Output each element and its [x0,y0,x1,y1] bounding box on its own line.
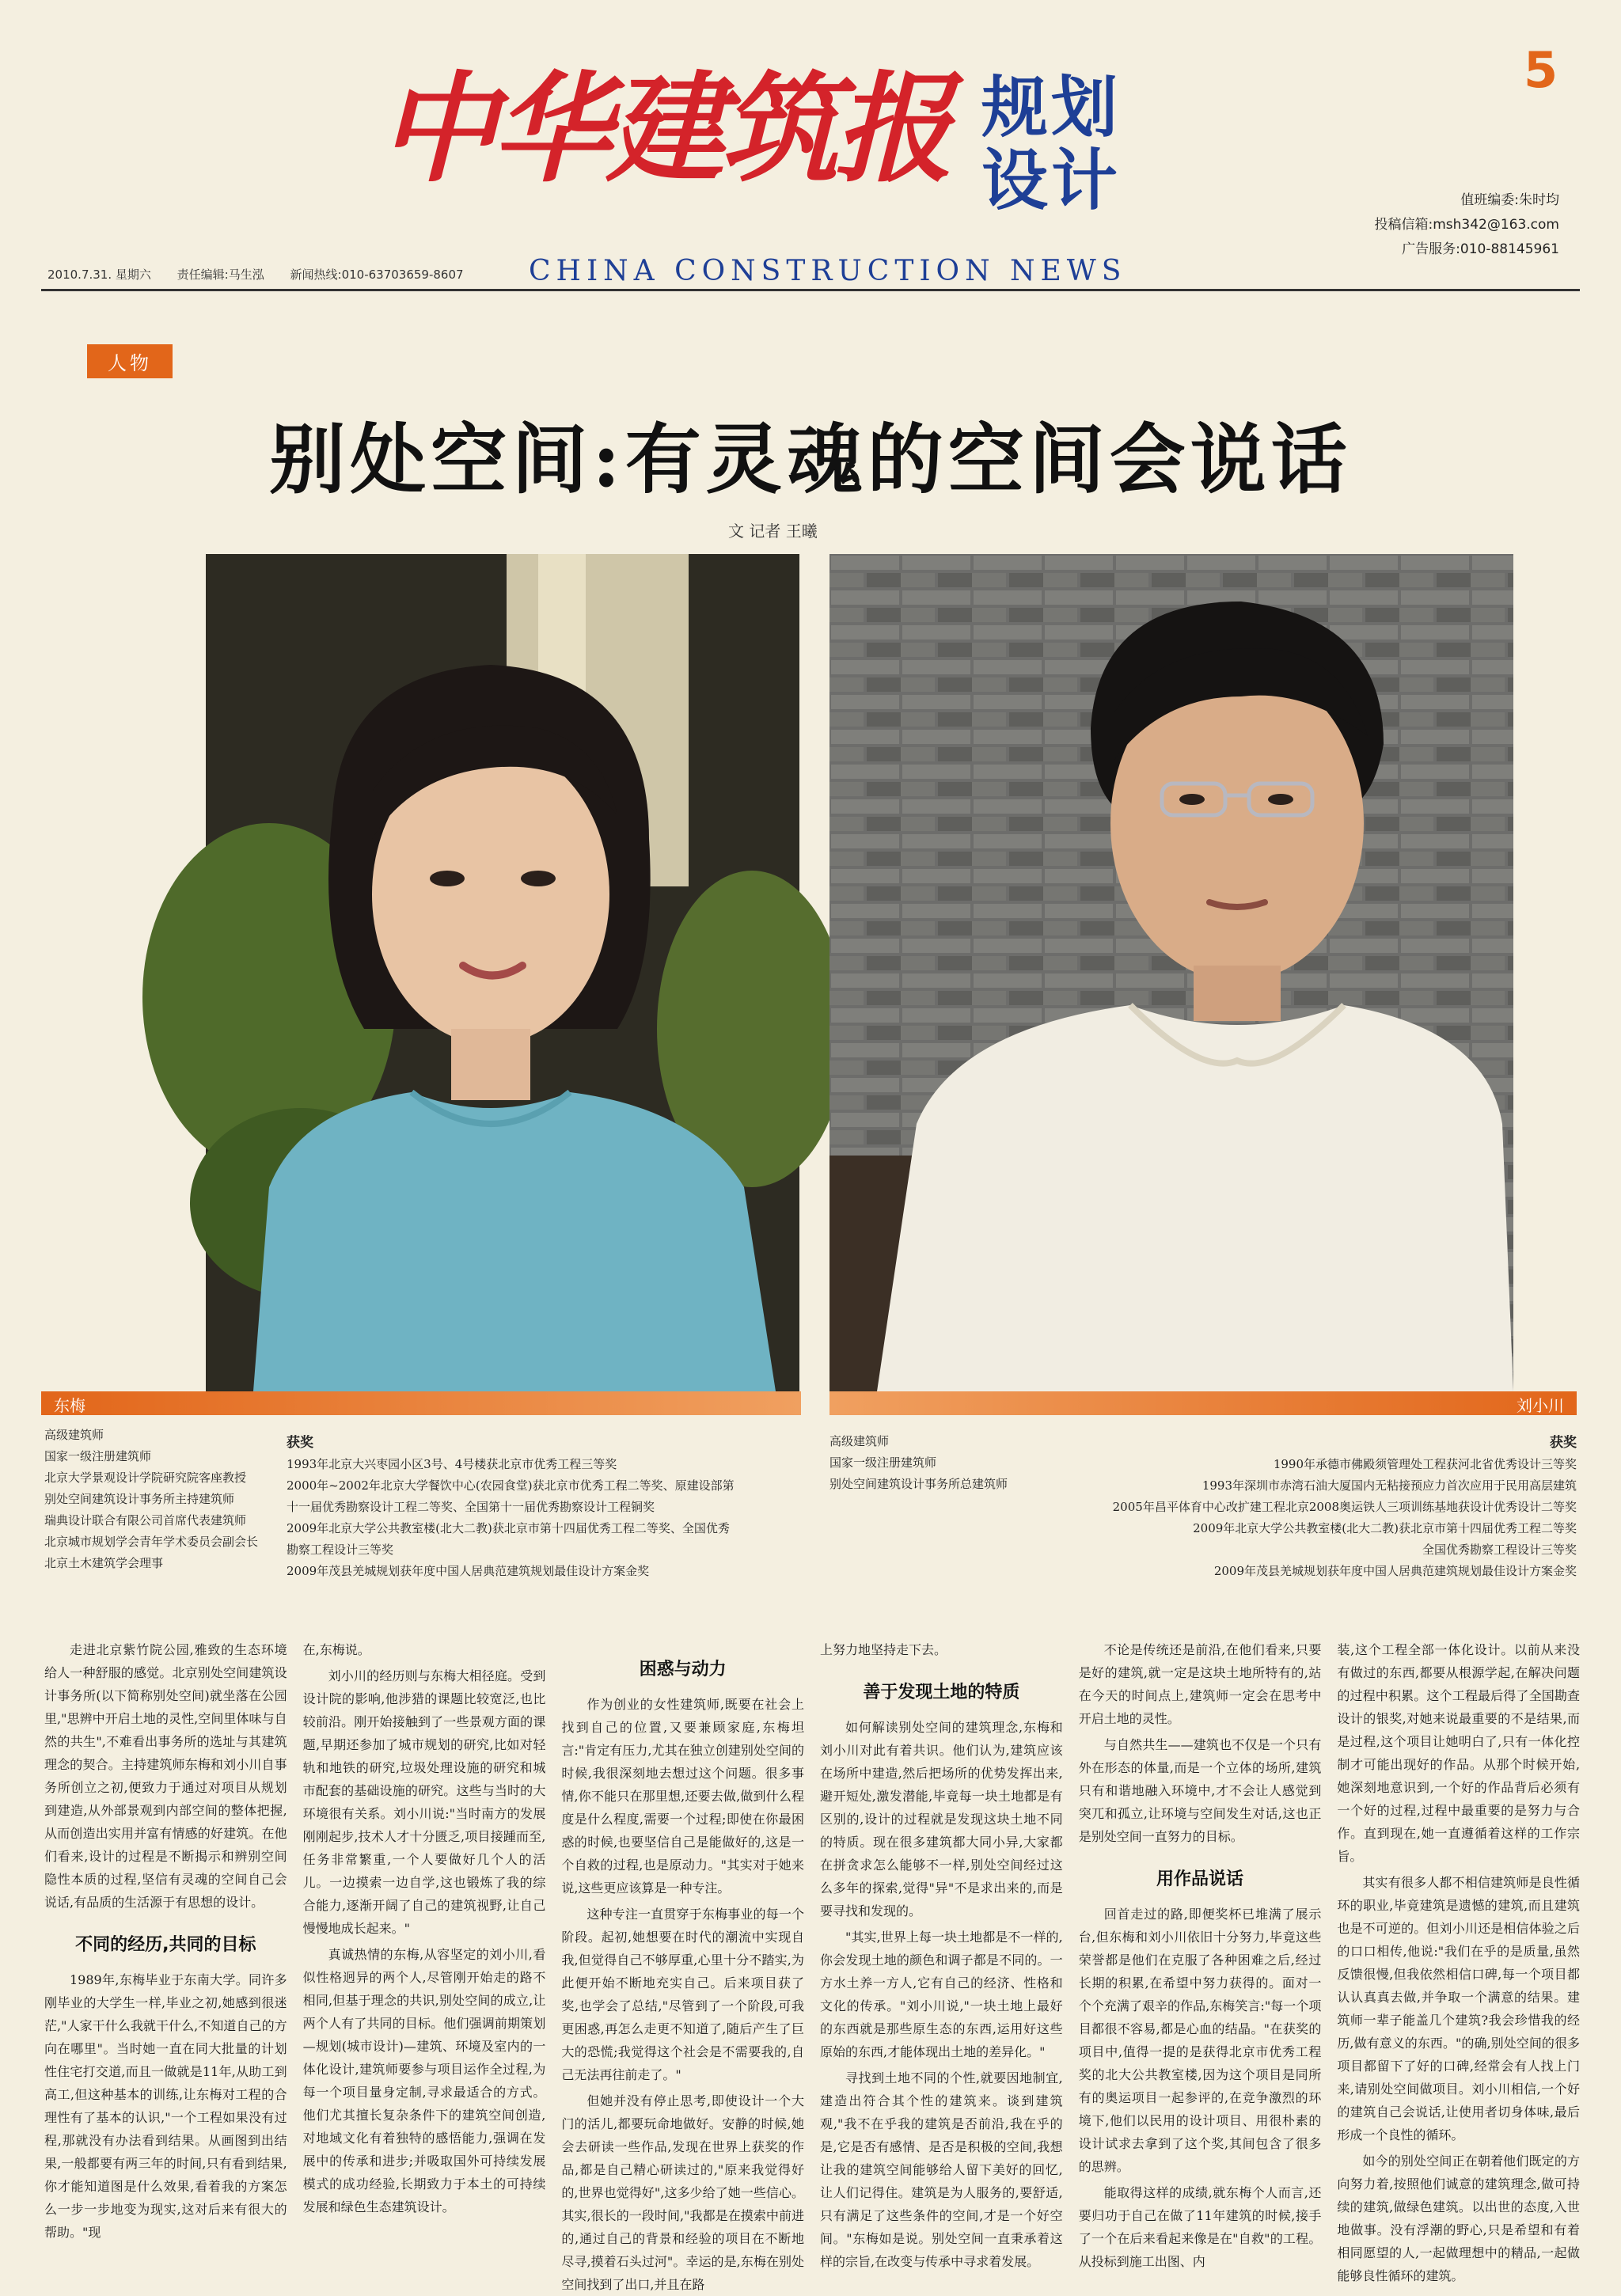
paragraph: 作为创业的女性建筑师,既要在社会上找到自己的位置,又要兼顾家庭,东梅坦言:"肯定有压力,尤其在独立创建别处空间的时候,我很深刻地去想过这个问题。很多事情,你不能只在那里想,还要去做,做到什么程度是什么程度,需要一个过程;即使在你最困惑的时候,也要坚信自己是能做好的,这是一个自救的过程,也是原动力。"其实对于她来说,这些更应该算是一种专注。 [561,1697,805,1896]
award-line: 1990年承德市佛殿须管理处工程获河北省优秀设计三等奖 [1273,1457,1577,1471]
bio-liuxiaochuan-awards [1092,1431,1577,1582]
bio-line: 北京城市规划学会青年学术委员会副会长 [44,1535,259,1549]
ad-service: 广告服务:010-88145961 [1402,241,1559,257]
responsible-editor: 责任编辑:马生泓 [177,268,264,282]
paragraph: 如今的别处空间正在朝着他们既定的方向努力着,按照他们诚意的建筑理念,做可持续的建筑,做绿色建筑。以出世的态度,入世地做事。没有浮潮的野心,只是希望和有着相同愿望的人,一起做理想中的精品,一起做能够良性循环的建筑。 [1337,2154,1581,2283]
paragraph: 回首走过的路,即便奖杯已堆满了展示台,但东梅和刘小川依旧十分努力,毕竟这些荣誉都是他们在克服了各种困难之后,经过长期的积累,在希望中努力获得的。面对一个个充满了艰辛的作品,东梅笑言:"每一个项目都很不容易,都是心血的结晶。"在获奖的项目中,值得一提的是获得北京市优秀工程奖的北大公共教室楼,因为这个项目是同所有的奥运项目一起参评的,在竞争激烈的环境下,他们以民用的设计项目、用很朴素的设计试求去拿到了这个奖,其间包含了很多的思辨。 [1078,1907,1322,2174]
caption-liuxiaochuan: 刘小川 [829,1391,1577,1415]
subheading: 不同的经历,共同的目标 [75,1935,256,1955]
subheading: 用作品说话 [1156,1869,1244,1889]
awards-heading: 获奖 [1550,1435,1577,1451]
paragraph: 刘小川的经历则与东梅大相径庭。受到设计院的影响,他涉猎的课题比较宽泛,也比较前沿。刚开始接触到了一些景观方面的课题,早期还参加了城市规划的研究,比如对轻轨和地铁的研究,垃圾处理设施的研究和城市配套的基础设施的研究。这些与当时的大环境很有关系。刘小川说:"当时南方的发展刚刚起步,技术人才十分匮乏,项目接踵而至,任务非常繁重,一个人要做好几个人的活儿。一边摸索一边自学,这也锻炼了我的综合能力,逐渐开阔了自己的建筑视野,让自己慢慢地成长起来。" [302,1668,546,1936]
bio-line: 北京土木建筑学会理事 [44,1556,164,1570]
paragraph: 寻找到土地不同的个性,就要因地制宜,建造出符合其个性的建筑来。谈到建筑观,"我不在乎我的建筑是否前沿,我在乎的是,它是否有感情、是否是积极的空间,我想让我的建筑空间能够给人留下美好的回忆,让人们记得住。建筑是为人服务的,要舒适,只有满足了这些条件的空间,才是一个好空间。"东梅如是说。别处空间一直秉承着这样的宗旨,在改变与传承中寻求着发展。 [820,2070,1063,2269]
award-line: 2000年~2002年北京大学餐饮中心(农园食堂)获北京市优秀工程二等奖、原建设部第 [287,1478,735,1493]
paragraph: 装,这个工程全部一体化设计。以前从来没有做过的东西,都要从根源学起,在解决问题的过程中积累。这个工程最后得了全国勘查设计的银奖,对她来说最重要的不是结果,而是过程,这个项目让她明白了,只有一体化控制才可能出现好的作品。从那个时候开始,她深刻地意识到,一个好的作品背后必须有一个好的过程,过程中最重要的是努力与合作。直到现在,她一直遵循着这样的工作宗旨。 [1337,1642,1581,1864]
award-line: 2009年茂县羌城规划获年度中国人居典范建筑规划最佳设计方案金奖 [287,1564,650,1578]
dateline [47,266,486,283]
section-label-line-1: 规划 [981,69,1122,146]
bio-line: 国家一级注册建筑师 [44,1449,152,1463]
award-line: 全国优秀勘察工程设计三等奖 [1422,1543,1577,1557]
award-line: 2009年北京大学公共教室楼(北大二教)获北京市第十四届优秀工程二等奖、全国优秀 [287,1521,730,1535]
english-name: CHINA CONSTRUCTION NEWS [522,255,1133,287]
byline: 文 记者 王曦 [728,522,818,541]
bio-liuxiaochuan-titles [829,1431,1091,1495]
award-line: 勘察工程设计三等奖 [287,1543,394,1557]
headline: 别处空间:有灵魂的空间会说话 [269,415,1352,504]
article-column-4 [820,1638,1063,2269]
bio-line: 北京大学景观设计学院研究院客座教授 [44,1471,247,1485]
submission-email: 投稿信箱:msh342@163.com [1374,217,1559,233]
paragraph: 走进北京紫竹院公园,雅致的生态环境给人一种舒服的感觉。北京别处空间建筑设计事务所(以下简称别处空间)就坐落在公园里,"思辨中开启土地的灵性,空间里体味与自然的共生",不难看出事务所的选址与其建筑理念的契合。主持建筑师东梅和刘小川自事务所创立之初,便致力于通过对项目从规划到建造,从外部景观到内部空间的整体把握,从而创造出实用并富有情感的好建筑。在他们看来,设计的过程是不断揭示和辨别空间隐性本质的过程,坚信有灵魂的空间自己会说话,有品质的生活源于有思想的设计。 [44,1642,287,1910]
article-column-3 [561,1638,805,2292]
section-label [981,71,1140,217]
paragraph: 1989年,东梅毕业于东南大学。同许多刚毕业的大学生一样,毕业之初,她感到很迷茫,"人家干什么我就干什么,不知道自己的方向在哪里"。当时她一直在同大批量的计划性住宅打交道,而且一做就是11年,从助工到高工,但这种基本的训练,让东梅对工程的合理性有了基本的认识,"一个工程如果没有过程,那就没有办法看到结果。从画图到出结果,一般都要有两三年的时间,只有看到结果,你才能知道图是什么效果,看着我的方案怎么一步一步地变为现实,这对后来有很大的帮助。"现 [44,1972,287,2240]
award-line: 1993年深圳市赤湾石油大厦国内无粘接预应力首次应用于民用高层建筑 [1202,1478,1577,1493]
article-column-1 [44,1638,287,2256]
bio-line: 国家一级注册建筑师 [829,1455,937,1470]
bio-line: 高级建筑师 [829,1434,890,1448]
bio-dongmei-awards [287,1431,809,1582]
award-line: 十一届优秀勘察设计工程二等奖、全国第十一届优秀勘察设计工程铜奖 [287,1500,655,1514]
award-line: 2005年昌平体育中心改扩建工程北京2008奥运铁人三项训练基地获设计优秀设计二等奖 [1112,1500,1577,1514]
bio-dongmei-titles [44,1425,282,1574]
section-label-line-2: 设计 [981,142,1122,219]
article-column-5 [1078,1638,1322,2269]
bio-line: 别处空间建筑设计事务所总建筑师 [829,1477,1008,1491]
subheading: 困惑与动力 [639,1660,727,1679]
bio-line: 别处空间建筑设计事务所主持建筑师 [44,1492,235,1506]
awards-heading: 获奖 [287,1435,313,1451]
duty-editor: 值班编委:朱时均 [1460,192,1559,208]
paragraph: 能取得这样的成绩,就东梅个人而言,还要归功于自己在做了11年建筑的时候,接手了一个在后来看起来像是在"自救"的工程。从投标到施工出图、内 [1078,2185,1322,2269]
article-column-6 [1337,1638,1581,2283]
paragraph: 与自然共生——建筑也不仅是一个只有外在形态的体量,而是一个立体的场所,建筑只有和谐地融入环境中,才不会让人感觉到突兀和孤立,让环境与空间发生对话,这也正是别处空间一直努力的目标。 [1078,1737,1322,1844]
subheading: 善于发现土地的特质 [863,1683,1020,1702]
award-line: 1993年北京大兴枣园小区3号、4号楼获北京市优秀工程三等奖 [287,1457,617,1471]
page-number: 5 [1524,41,1558,99]
caption-dongmei: 东梅 [41,1391,801,1415]
paragraph: 在,东梅说。 [302,1642,370,1657]
bio-line: 高级建筑师 [44,1428,104,1442]
paragraph: 上努力地坚持走下去。 [820,1642,947,1657]
newspaper-logo: 中华建筑报 [378,59,949,199]
award-line: 2009年茂县羌城规划获年度中国人居典范建筑规划最佳设计方案金奖 [1213,1564,1577,1578]
paragraph: 真诚热情的东梅,从容坚定的刘小川,看似性格迥异的两个人,尽管刚开始走的路不相同,但基于理念的共识,别处空间的成立,让两个人有了共同的目标。他们强调前期策划—规划(城市设计)—建筑、环境及室内的一体化设计,建筑师要参与项目运作全过程,为每一个项目量身定制,寻求最适合的方式。他们尤其擅长复杂条件下的建筑空间创造,对地域文化有着独特的感悟能力,强调在发展中的传承和进步;并吸取国外可持续发展模式的成功经验,长期致力于本土的可持续发展和绿色生态建筑设计。 [302,1947,546,2214]
bio-line: 瑞典设计联合有限公司首席代表建筑师 [44,1513,247,1528]
portrait-dongmei [206,554,799,1391]
paragraph: 如何解读别处空间的建筑理念,东梅和刘小川对此有着共识。他们认为,建筑应该在场所中建造,然后把场所的优势发挥出来,避开短处,激发潜能,毕竟每一块土地都是有区别的,设计的过程就是发现这块土地不同的特质。现在很多建筑都大同小异,大家都在拼贪求怎么能够不一样,别处空间经过这么多年的探索,觉得"异"不是求出来的,而是要寻找和发现的。 [820,1720,1063,1918]
issue-date: 2010.7.31. 星期六 [47,268,151,282]
paragraph: 不论是传统还是前沿,在他们看来,只要是好的建筑,就一定是这块土地所特有的,站在今天的时间点上,建筑师一定会在思考中开启土地的灵性。 [1078,1642,1322,1726]
paragraph: 其实有很多人都不相信建筑师是良性循环的职业,毕竟建筑是遗憾的建筑,而且建筑也是不可逆的。但刘小川还是相信体验之后的口口相传,他说:"我们在乎的是质量,虽然反馈很慢,但我依然相信口碑,每一个项目都认认真真去做,并争取一个满意的结果。建筑师一辈子能盖几个建筑?我会珍惜我的经历,做有意义的东西。"的确,别处空间的很多项目都留下了好的口碑,经常会有人找上门来,请别处空间做项目。刘小川相信,一个好的建筑自己会说话,让使用者切身体味,最后形成一个良性的循环。 [1337,1875,1581,2142]
paragraph: "其实,世界上每一块土地都是不一样的,你会发现土地的颜色和调子都是不同的。一方水土养一方人,它有自己的经济、性格和文化的传承。"刘小川说,"一块土地上最好的东西就是那些原生态的东西,运用好这些原始的东西,才能体现出土地的差异化。" [820,1930,1063,2059]
contact-info [1306,188,1559,262]
award-line: 2009年北京大学公共教室楼(北大二教)获北京市第十四届优秀工程二等奖 [1193,1521,1577,1535]
section-tag: 人物 [87,344,173,378]
paragraph: 这种专注一直贯穿于东梅事业的每一个阶段。起初,她想要在时代的潮流中实现自我,但觉得自己不够厚重,心里十分不踏实,为此便开始不断地充实自己。后来项目获了奖,也学会了总结,"尽管到了一个阶段,可我更困惑,再怎么走更不知道了,随后产生了巨大的恐慌;我觉得这个社会是不需要我的,自己无法再往前走了。" [561,1907,805,2082]
portrait-liuxiaochuan [829,554,1513,1391]
news-hotline: 新闻热线:010-63703659-8607 [290,268,464,282]
paragraph: 但她并没有停止思考,即使设计一个大门的活儿,都要玩命地做好。安静的时候,她会去研读一些作品,发现在世界上获奖的作品,都是自己精心研读过的,"原来我觉得好的,世界也觉得好",这多少给了她一些信心。其实,很长的一段时间,"我都是在摸索中前进的,通过自己的背景和经验的项目在不断地尽寻,摸着石头过河"。幸运的是,东梅在别处空间找到了出口,并且在路 [561,2093,805,2292]
article-column-2 [303,1638,546,2256]
article-body [44,1638,1581,2292]
